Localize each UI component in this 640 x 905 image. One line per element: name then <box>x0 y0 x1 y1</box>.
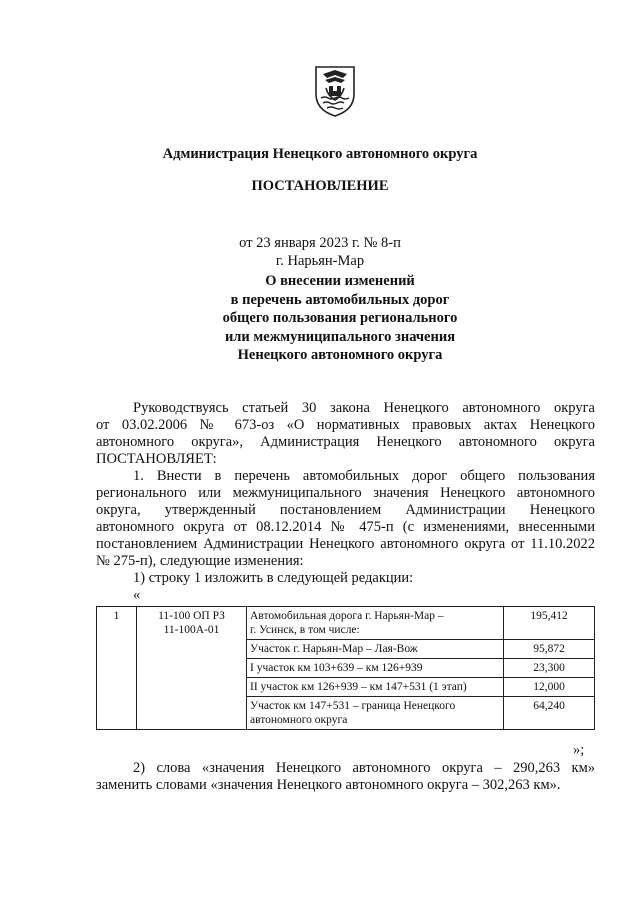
subitem-2-paragraph <box>96 760 595 794</box>
paragraph-line: от 03.02.2006 № 673-оз «О нормативных правовых актах Ненецкого <box>96 417 595 433</box>
paragraph-line: 1. Внести в перечень автомобильных дорог общего пользования <box>133 468 595 484</box>
preamble-paragraph <box>96 400 595 468</box>
title-line: в перечень автомобильных дорог <box>230 291 450 308</box>
document-city: г. Нарьян-Мар <box>275 253 365 269</box>
road-name-cell <box>247 659 504 678</box>
table-row <box>97 607 595 640</box>
title-line: общего пользования регионального <box>222 310 458 326</box>
road-length-cell: 95,872 <box>504 640 595 659</box>
document-type: ПОСТАНОВЛЕНИЕ <box>251 178 389 194</box>
road-name-line: I участок км 103+639 – км 126+939 <box>250 662 423 674</box>
road-name-line: автономного округа <box>250 714 348 726</box>
road-name-cell <box>247 697 504 730</box>
road-code-cell <box>137 607 247 730</box>
subitem-1-text: 1) строку 1 изложить в следующей редакции: <box>133 570 414 586</box>
coat-of-arms-icon <box>313 64 357 118</box>
subitem-1 <box>96 570 595 587</box>
road-name-line: г. Усинск, в том числе: <box>250 624 360 636</box>
paragraph-line: Руководствуясь статьей 30 закона Ненецкого автономного округа <box>133 400 595 416</box>
road-length-cell: 195,412 <box>504 607 595 640</box>
row-number-cell: 1 <box>97 607 137 730</box>
road-code: 11-100А-01 <box>163 624 220 636</box>
road-name-line: Участок г. Нарьян-Мар – Лая-Вож <box>250 643 418 655</box>
paragraph-line: заменить словами «значения Ненецкого автономного округа – 302,263 км». <box>96 777 561 793</box>
road-length-cell: 23,300 <box>504 659 595 678</box>
road-length-cell: 12,000 <box>504 678 595 697</box>
title-line: или межмуниципального значения <box>224 328 456 345</box>
road-name-line: II участок км 126+939 – км 147+531 (1 этап) <box>250 681 467 693</box>
road-name-cell <box>247 640 504 659</box>
paragraph-line: 2) слова «значения Ненецкого автономного округа – 290,263 км» <box>133 760 595 776</box>
quote-open: « <box>133 587 141 603</box>
paragraph-line: № 275-п), следующие изменения: <box>96 553 304 569</box>
title-line: О внесении изменений <box>265 273 415 289</box>
paragraph-line: регионального или межмуниципального значения Ненецкого автономного <box>96 485 595 501</box>
title-line: Ненецкого автономного округа <box>237 347 443 363</box>
paragraph-line: постановлением Администрации Ненецкого автономного округа от 11.10.2022 <box>96 536 595 552</box>
document-title <box>190 272 490 365</box>
paragraph-line: округа, утвержденный постановлением Администрации Ненецкого <box>96 502 595 518</box>
road-name-cell <box>247 678 504 697</box>
organization-name: Администрация Ненецкого автономного округа <box>162 146 478 162</box>
paragraph-line: автономного округа», Администрация Ненецкого автономного округа <box>96 434 595 450</box>
road-name-cell <box>247 607 504 640</box>
road-name-line: Автомобильная дорога г. Нарьян-Мар – <box>250 610 444 622</box>
item-1-paragraph <box>96 468 595 570</box>
paragraph-line: ПОСТАНОВЛЯЕТ: <box>96 451 217 467</box>
paragraph-line: автономного округа от 08.12.2014 № 475-п (с изменениями, внесенными <box>96 519 595 535</box>
road-code: 11-100 ОП РЗ <box>158 610 225 622</box>
road-length-cell: 64,240 <box>504 697 595 730</box>
road-name-line: Участок км 147+531 – граница Ненецкого <box>250 700 456 712</box>
quote-close: »; <box>573 742 585 758</box>
document-date-number: от 23 января 2023 г. № 8-п <box>239 235 401 251</box>
roads-table <box>96 606 595 730</box>
